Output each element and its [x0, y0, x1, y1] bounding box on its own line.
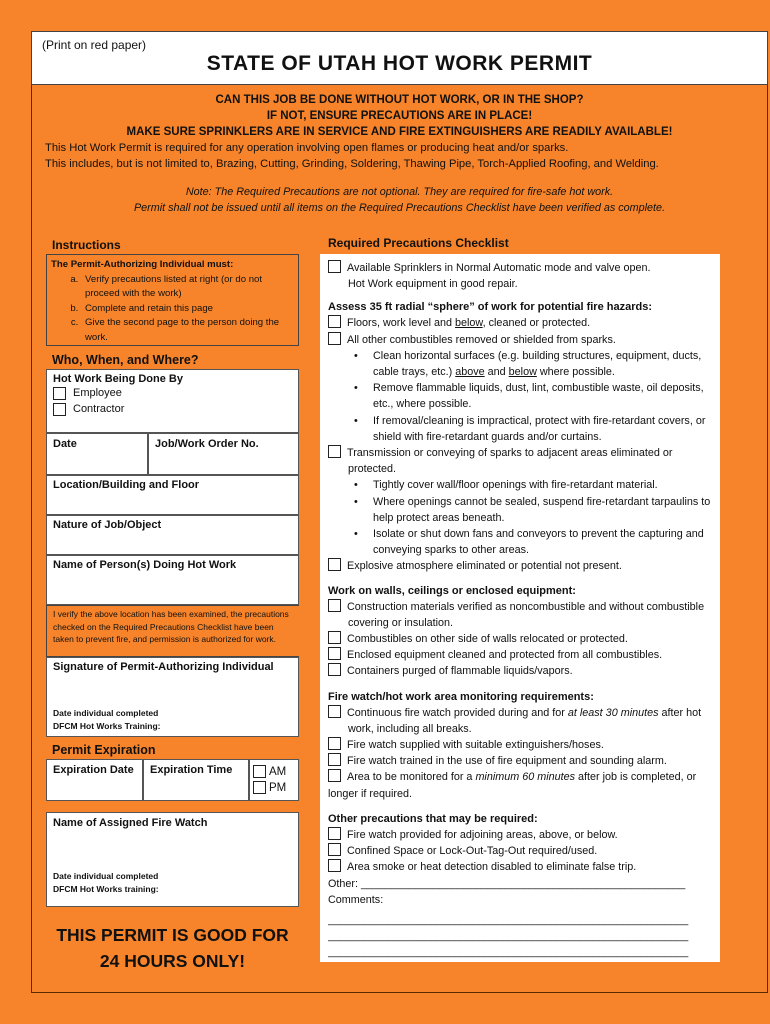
intro-note-line: Note: The Required Precautions are not optional. They are required for fire-safe hot work.	[185, 186, 614, 198]
item-text: Combustibles on other side of walls relocated or protected.	[347, 633, 628, 646]
who-heading: Who, When, and Where?	[52, 353, 199, 367]
checklist-item-other-3[interactable]	[328, 859, 720, 875]
item-text: Fire watch trained in the use of fire equipment and sounding alarm.	[347, 755, 667, 768]
intro-bold-line: MAKE SURE SPRINKLERS ARE IN SERVICE AND FIRE EXTINGUISHERS ARE READILY AVAILABLE!	[126, 126, 673, 138]
checkbox[interactable]	[328, 599, 341, 612]
bullet-text-underlined: below	[508, 366, 537, 379]
bullet-text: Clean horizontal surfaces (e.g. building structures, equipment, ducts, cable trays, etc.)	[373, 349, 702, 379]
fire-watch-heading: Fire watch/hot work area monitoring requirements:	[328, 690, 594, 703]
checklist-item-combustibles[interactable]	[328, 332, 720, 348]
checklist-item-explosive[interactable]	[328, 558, 720, 574]
am-pm-box	[249, 759, 299, 801]
checkbox[interactable]	[328, 558, 341, 571]
other-heading: Other precautions that may be required:	[328, 812, 538, 825]
checklist-item-fire-watch-4[interactable]	[328, 769, 720, 801]
location-label: Location/Building and Floor	[53, 479, 200, 491]
item-text: Enclosed equipment cleaned and protected from all combustibles.	[347, 649, 663, 662]
bullet-text-underlined: above	[455, 366, 485, 379]
checkbox[interactable]	[328, 737, 341, 750]
location-field[interactable]	[46, 475, 299, 515]
item-text: Floors, work level and	[347, 317, 456, 330]
nature-field[interactable]	[46, 515, 299, 555]
item-text: Explosive atmosphere eliminated or potential not present.	[347, 560, 622, 573]
checklist-bullet: • Tightly cover wall/floor openings with fire-retardant material.	[328, 477, 720, 493]
checkbox[interactable]	[328, 769, 341, 782]
checkbox[interactable]	[328, 705, 341, 718]
checklist-bullet	[328, 348, 720, 380]
instructions-heading: Instructions	[52, 238, 121, 252]
item-text-italic: minimum 60 minutes	[475, 771, 576, 784]
checklist-item-sprinklers[interactable]	[328, 260, 720, 276]
item-text: Area to be monitored for a	[347, 771, 476, 784]
fire-watch-field[interactable]	[46, 812, 299, 907]
permit-validity-notice	[46, 922, 299, 974]
item-text: Construction materials verified as noncombustible and without combustible covering or insulation.	[347, 600, 705, 629]
item-text: Area smoke or heat detection disabled to eliminate false trip.	[347, 861, 637, 874]
checklist-panel	[320, 254, 720, 962]
validity-line: 24 HOURS ONLY!	[99, 951, 246, 971]
checklist-item-walls-1[interactable]	[328, 599, 720, 631]
item-text: after hot work, including all breaks.	[348, 706, 702, 735]
checkbox[interactable]	[328, 843, 341, 856]
item-text-italic: at least 30 minutes	[567, 706, 659, 719]
intro-text-line: This includes, but is not limited to, Brazing, Cutting, Grinding, Soldering, Thawing Pipe, Torch-Applied Roofing, and Welding.	[45, 158, 659, 170]
persons-label: Name of Person(s) Doing Hot Work	[53, 559, 237, 571]
checkbox[interactable]	[328, 859, 341, 872]
date-label: Date	[53, 438, 77, 450]
item-text: Confined Space or Lock-Out-Tag-Out required/used.	[347, 845, 598, 858]
expiration-time-field[interactable]	[143, 759, 249, 801]
checklist-bullet: • Isolate or shut down fans and conveyors to prevent the capturing and conveying sparks to other areas.	[328, 526, 720, 558]
checklist-item-fire-watch-3[interactable]	[328, 753, 720, 769]
item-text: Containers purged of flammable liquids/vapors.	[347, 665, 573, 678]
employee-checkbox[interactable]	[53, 387, 66, 400]
validity-line: THIS PERMIT IS GOOD FOR	[56, 925, 289, 945]
comment-line[interactable]: ____________________________________________________________	[328, 930, 689, 943]
done-by-box	[46, 369, 299, 433]
checklist-item-walls-4[interactable]	[328, 663, 720, 679]
checklist-item-other-2[interactable]	[328, 843, 720, 859]
checkbox[interactable]	[328, 647, 341, 660]
checkbox[interactable]	[328, 332, 341, 345]
instructions-box	[46, 254, 299, 346]
checklist-item-fire-watch-2[interactable]	[328, 737, 720, 753]
checkbox[interactable]	[328, 445, 341, 458]
item-text: All other combustibles removed or shielded from sparks.	[347, 333, 616, 346]
checklist-item-fire-watch-1[interactable]	[328, 705, 720, 737]
training-label-line: Date individual completed	[53, 871, 159, 881]
done-by-label: Hot Work Being Done By	[53, 373, 183, 385]
header-box	[31, 31, 768, 85]
intro-section	[31, 92, 768, 216]
comments-label: Comments:	[328, 893, 384, 906]
job-order-field[interactable]	[148, 433, 299, 475]
walls-heading: Work on walls, ceilings or enclosed equipment:	[328, 584, 576, 597]
bullet-text: and	[484, 366, 509, 379]
item-text: Available Sprinklers in Normal Automatic mode and valve open.	[347, 262, 651, 274]
job-order-label: Job/Work Order No.	[155, 438, 259, 450]
date-field[interactable]	[46, 433, 148, 475]
checklist-bullet: • If removal/cleaning is impractical, protect with fire-retardant covers, or shield with fire-retardant guards and/or curtains.	[328, 413, 720, 445]
verify-statement: I verify the above location has been examined, the precautions checked on the Required Precautions Checklist have been taken to prevent fire, and permission is authorized for work.	[46, 605, 299, 657]
training-label-line: Date individual completed	[53, 708, 159, 718]
checklist-item-other-1[interactable]	[328, 827, 720, 843]
item-text: Continuous fire watch provided during and for	[347, 706, 568, 719]
am-option[interactable]	[253, 764, 295, 780]
signature-field[interactable]	[46, 657, 299, 737]
item-text: after job is completed, or longer if required.	[328, 771, 697, 800]
pm-label: PM	[269, 782, 287, 794]
contractor-option[interactable]	[53, 401, 292, 417]
checklist-item-walls-3[interactable]	[328, 647, 720, 663]
instructions-list	[51, 273, 294, 346]
am-label: AM	[269, 766, 287, 778]
expiration-time-label: Expiration Time	[150, 764, 233, 776]
persons-field[interactable]	[46, 555, 299, 605]
intro-bold-line: IF NOT, ENSURE PRECAUTIONS ARE IN PLACE!	[266, 110, 533, 122]
employee-option[interactable]	[53, 385, 292, 401]
training-label-line: DFCM Hot Works training:	[53, 883, 159, 894]
expiration-heading: Permit Expiration	[52, 743, 156, 757]
checklist-item-transmission[interactable]	[328, 445, 720, 477]
training-label-line: DFCM Hot Works Training:	[53, 720, 161, 731]
checkbox[interactable]	[328, 315, 341, 328]
expiration-date-label: Expiration Date	[53, 764, 134, 776]
item-text: Fire watch provided for adjoining areas, above, or below.	[347, 828, 618, 841]
other-field[interactable]: Other: ______________________________________________________	[328, 877, 686, 890]
item-text: , cleaned or protected.	[482, 317, 591, 330]
page-title: STATE OF UTAH HOT WORK PERMIT	[206, 52, 593, 75]
checklist-bullet: • Where openings cannot be sealed, suspend fire-retardant tarpaulins to help protect areas beneath.	[328, 494, 720, 526]
checkbox[interactable]	[328, 260, 341, 273]
checklist-item-equipment: Hot Work equipment in good repair.	[348, 278, 518, 291]
contractor-checkbox[interactable]	[53, 403, 66, 416]
checklist-heading: Required Precautions Checklist	[328, 236, 509, 250]
checkbox[interactable]	[328, 663, 341, 676]
intro-note-line: Permit shall not be issued until all items on the Required Precautions Checklist have been verified as complete.	[133, 202, 666, 214]
intro-bold-line: CAN THIS JOB BE DONE WITHOUT HOT WORK, OR IN THE SHOP?	[215, 94, 584, 106]
checklist-item-floors[interactable]	[328, 315, 720, 331]
nature-label: Nature of Job/Object	[53, 519, 162, 531]
item-text: Fire watch supplied with suitable extinguishers/hoses.	[347, 739, 604, 752]
checkbox[interactable]	[328, 753, 341, 766]
pm-checkbox[interactable]	[253, 781, 266, 794]
intro-text-line: This Hot Work Permit is required for any operation involving open flames or producing heat and/or sparks.	[45, 142, 569, 154]
checkbox[interactable]	[328, 827, 341, 840]
checklist-bullet: • Remove flammable liquids, dust, lint, combustible waste, oil deposits, etc., where possible.	[328, 380, 720, 412]
fire-watch-label: Name of Assigned Fire Watch	[53, 817, 208, 829]
am-checkbox[interactable]	[253, 765, 266, 778]
bullet-text: where possible.	[536, 366, 615, 379]
training-date-label	[53, 707, 161, 732]
instruction-step: c. Give the second page to the person doing the work.	[81, 316, 294, 345]
contractor-label: Contractor	[73, 403, 125, 415]
fire-watch-training-label	[53, 870, 159, 895]
pm-option[interactable]	[253, 780, 295, 796]
instruction-step: a. Verify precautions listed at right (or do not proceed with the work)	[81, 273, 294, 302]
item-text-underlined: below	[455, 317, 483, 330]
assess-heading: Assess 35 ft radial “sphere” of work for potential fire hazards:	[328, 301, 652, 314]
expiration-date-field[interactable]	[46, 759, 143, 801]
instructions-must: The Permit-Authorizing Individual must:	[51, 259, 234, 270]
comment-line[interactable]: ____________________________________________________________	[328, 913, 689, 926]
checklist-item-walls-2[interactable]	[328, 631, 720, 647]
employee-label: Employee	[73, 387, 122, 399]
signature-label: Signature of Permit-Authorizing Individual	[53, 661, 274, 673]
checkbox[interactable]	[328, 631, 341, 644]
comment-line[interactable]: ____________________________________________________________	[328, 946, 689, 959]
print-note: (Print on red paper)	[42, 38, 147, 52]
item-text: Transmission or conveying of sparks to adjacent areas eliminated or protected.	[347, 447, 673, 476]
instruction-step: b. Complete and retain this page	[81, 302, 294, 317]
